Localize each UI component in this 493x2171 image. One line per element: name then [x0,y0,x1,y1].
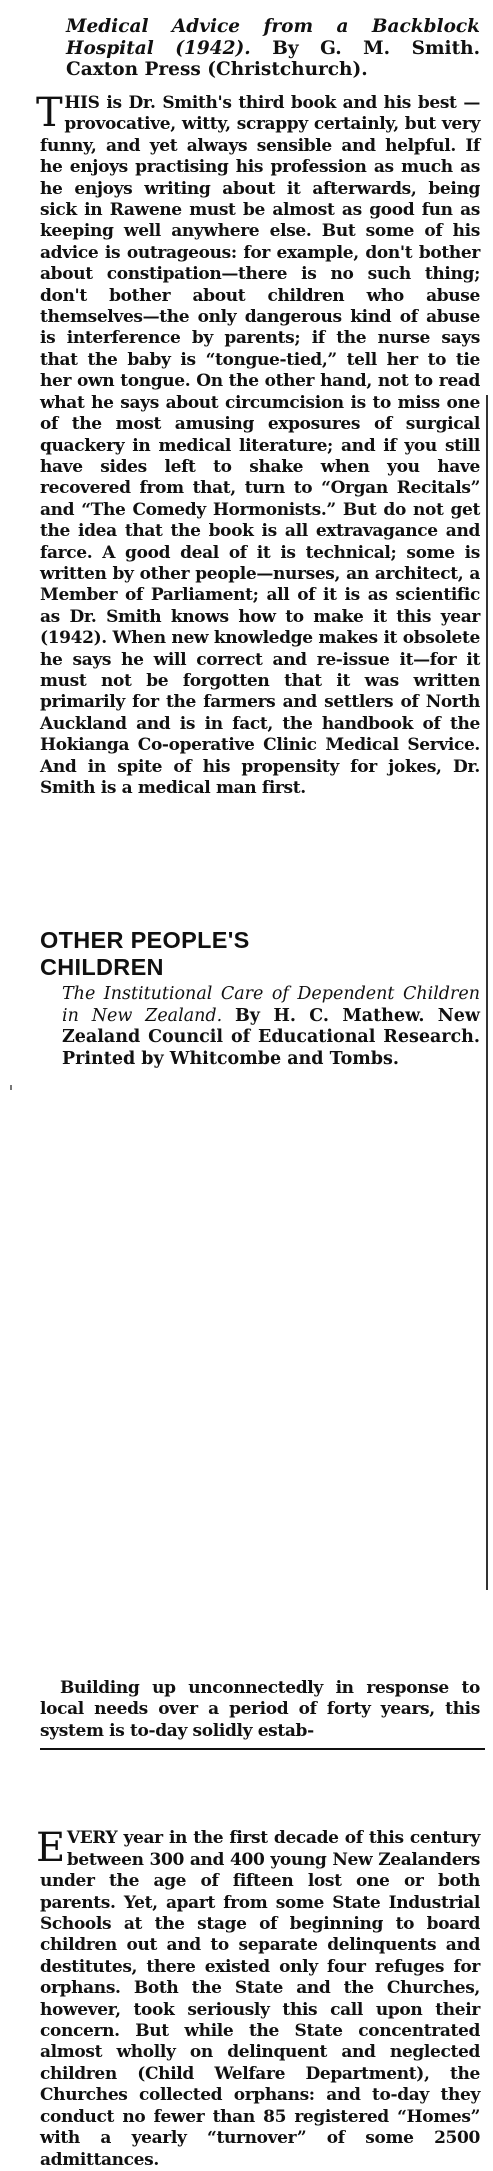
bottom-rule [40,1748,485,1750]
book-title: Medical Advice from a Backblock Hospital (1942). [66,16,480,59]
column-rule [486,395,488,1590]
book-details: By G. M. Smith. Caxton Press (Christchurch). [66,37,481,80]
print-speck [10,1085,12,1090]
review-2-text-continued: Building up unconnectedly in response to local needs over a period of forty years, this system is to-day solidly estab- [40,1678,480,1741]
heading-line-1: OTHER PEOPLE'S [40,927,250,953]
book-details: By H. C. Mathew. New Zealand Council of Educational Research. Printed by Whitcombe and Tombs. [62,1005,480,1069]
review-1-citation [66,16,480,81]
heading-line-2: CHILDREN [40,954,164,980]
review-2-text: VERY year in the first decade of this century between 300 and 400 young New Zealanders under the age of fifteen lost one or both parents. Yet, apart from some State Industrial Schools at the stage of beginning to board children out and to separate delinquents and destitutes, there existed only four refuges for orphans. Both the State and the Churches, however, took seriously this call upon their concern. But while the State concentrated almost wholly on delinquent and neglected children (Child Welfare Department), the Churches collected orphans: and to-day they conduct no fewer than 85 registered “Homes” with a yearly “turnover” of some 2500 admittances. [40,1828,480,2170]
review-2-citation [62,984,480,1070]
book-title: The Institutional Care of Dependent Children in New Zealand. [62,984,480,1026]
drop-cap: E [36,1825,65,1872]
drop-cap: T [36,90,63,136]
section-heading [40,927,460,981]
review-1-text: HIS is Dr. Smith's third book and his best — provocative, witty, scrappy certainly, but very funny, and yet always sensible and helpful. If he enjoys practising his profession as much as he enjoys writing about it afterwards, being sick in Rawene must be almost as good fun as keeping well anywhere else. But some of his advice is outrageous: for example, don't bother about constipation—there is no such thing; don't bother about children who abuse themselves—the only dangerous kind of abuse is interference by parents; if the nurse says that the baby is “tongue-tied,” tell her to tie her own tongue. On the other hand, not to read what he says about circumcision is to miss one of the most amusing exposures of surgical quackery in medical literature; and if you still have sides left to shake when you have recovered from that, turn to “Organ Recitals” and “The Comedy Hormonists.” But do not get the idea that the book is all extravagance and farce. A good deal of it is technical; some is written by other people—nurses, an architect, a Member of Parliament; all of it is as scientific as Dr. Smith knows how to make it this year (1942). When new knowledge makes it obsolete he says he will correct and re-issue it—for it must not be forgotten that it was written primarily for the farmers and settlers of North Auckland and is in fact, the handbook of the Hokianga Co-operative Clinic Medical Service. And in spite of his propensity for jokes, Dr. Smith is a medical man first. [40,93,480,798]
review-2-para-1 [36,1825,480,2171]
review-2-para-2 [40,1678,480,1742]
review-1-body [36,90,480,799]
